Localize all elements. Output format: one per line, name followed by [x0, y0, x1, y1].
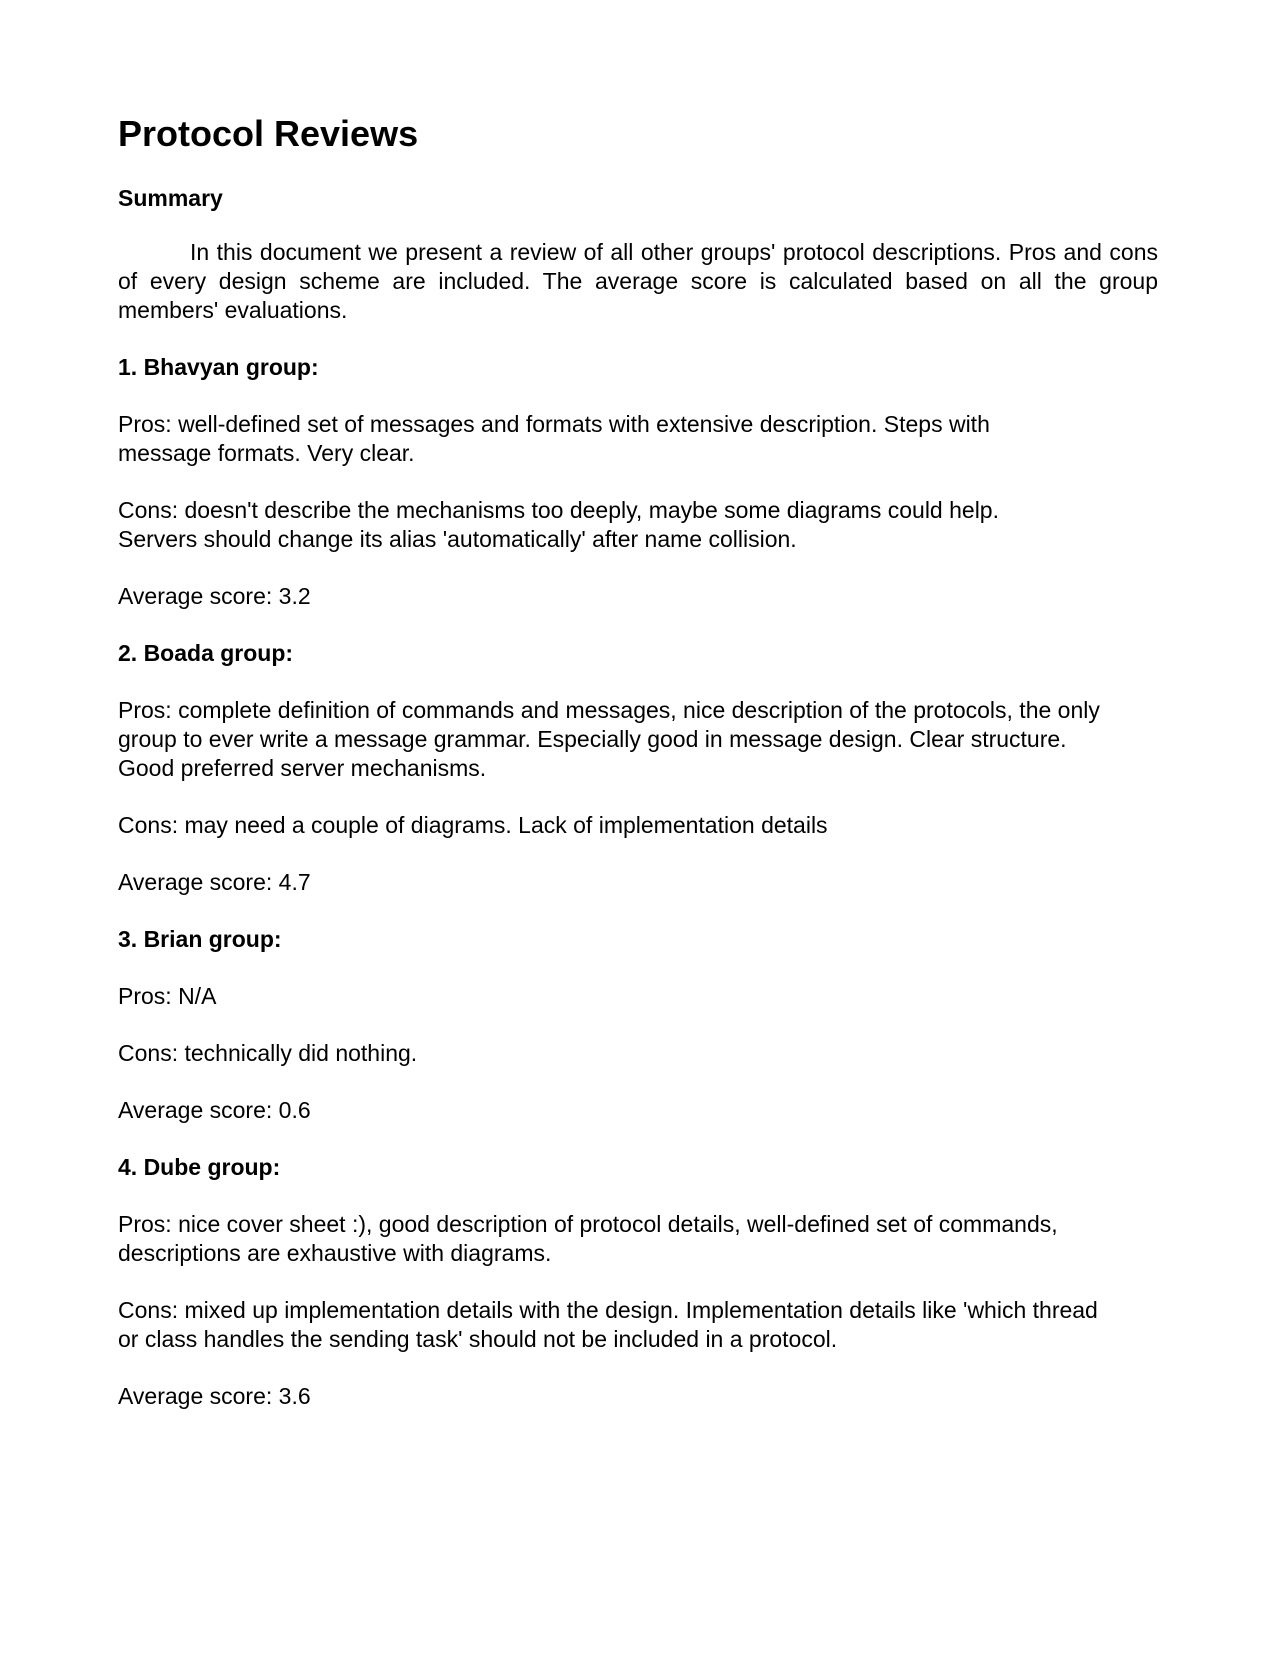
- group-heading: 2. Boada group:: [118, 640, 294, 666]
- group-pros: Pros: nice cover sheet :), good description of protocol details, well-defined set of commands, descriptions are exhaustive with diagrams.: [118, 1211, 1058, 1266]
- group-score: Average score: 3.6: [118, 1383, 311, 1409]
- group-cons: Cons: doesn't describe the mechanisms too deeply, maybe some diagrams could help. Servers should change its alias 'automatically' after name collision.: [118, 497, 999, 552]
- group-heading: 4. Dube group:: [118, 1154, 281, 1180]
- group-pros: Pros: N/A: [118, 983, 217, 1009]
- group-score: Average score: 0.6: [118, 1097, 311, 1123]
- group-section-dube: [118, 1153, 1158, 1411]
- document-page: [118, 112, 1158, 1411]
- summary-text: In this document we present a review of all other groups' protocol descriptions. Pros and cons of every design scheme are included. The average score is calculated based on all the group members' evaluations.: [118, 239, 1158, 323]
- group-pros: Pros: well-defined set of messages and formats with extensive description. Steps with message formats. Very clear.: [118, 411, 990, 466]
- group-heading: 3. Brian group:: [118, 926, 282, 952]
- group-cons: Cons: may need a couple of diagrams. Lack of implementation details: [118, 812, 828, 838]
- group-section-brian: [118, 925, 1158, 1125]
- group-pros: Pros: complete definition of commands and messages, nice description of the protocols, the only group to ever write a message grammar. Especially good in message design. Clear structure. Good preferred server mechanisms.: [118, 697, 1100, 781]
- group-section-boada: [118, 639, 1158, 897]
- group-score: Average score: 4.7: [118, 869, 311, 895]
- group-heading: 1. Bhavyan group:: [118, 354, 319, 380]
- group-section-bhavyan: [118, 353, 1158, 611]
- summary-heading: Summary: [118, 185, 223, 211]
- group-cons: Cons: technically did nothing.: [118, 1040, 418, 1066]
- group-score: Average score: 3.2: [118, 583, 311, 609]
- document-title: Protocol Reviews: [118, 113, 419, 154]
- group-cons: Cons: mixed up implementation details with the design. Implementation details like 'which thread or class handles the sending task' should not be included in a protocol.: [118, 1297, 1098, 1352]
